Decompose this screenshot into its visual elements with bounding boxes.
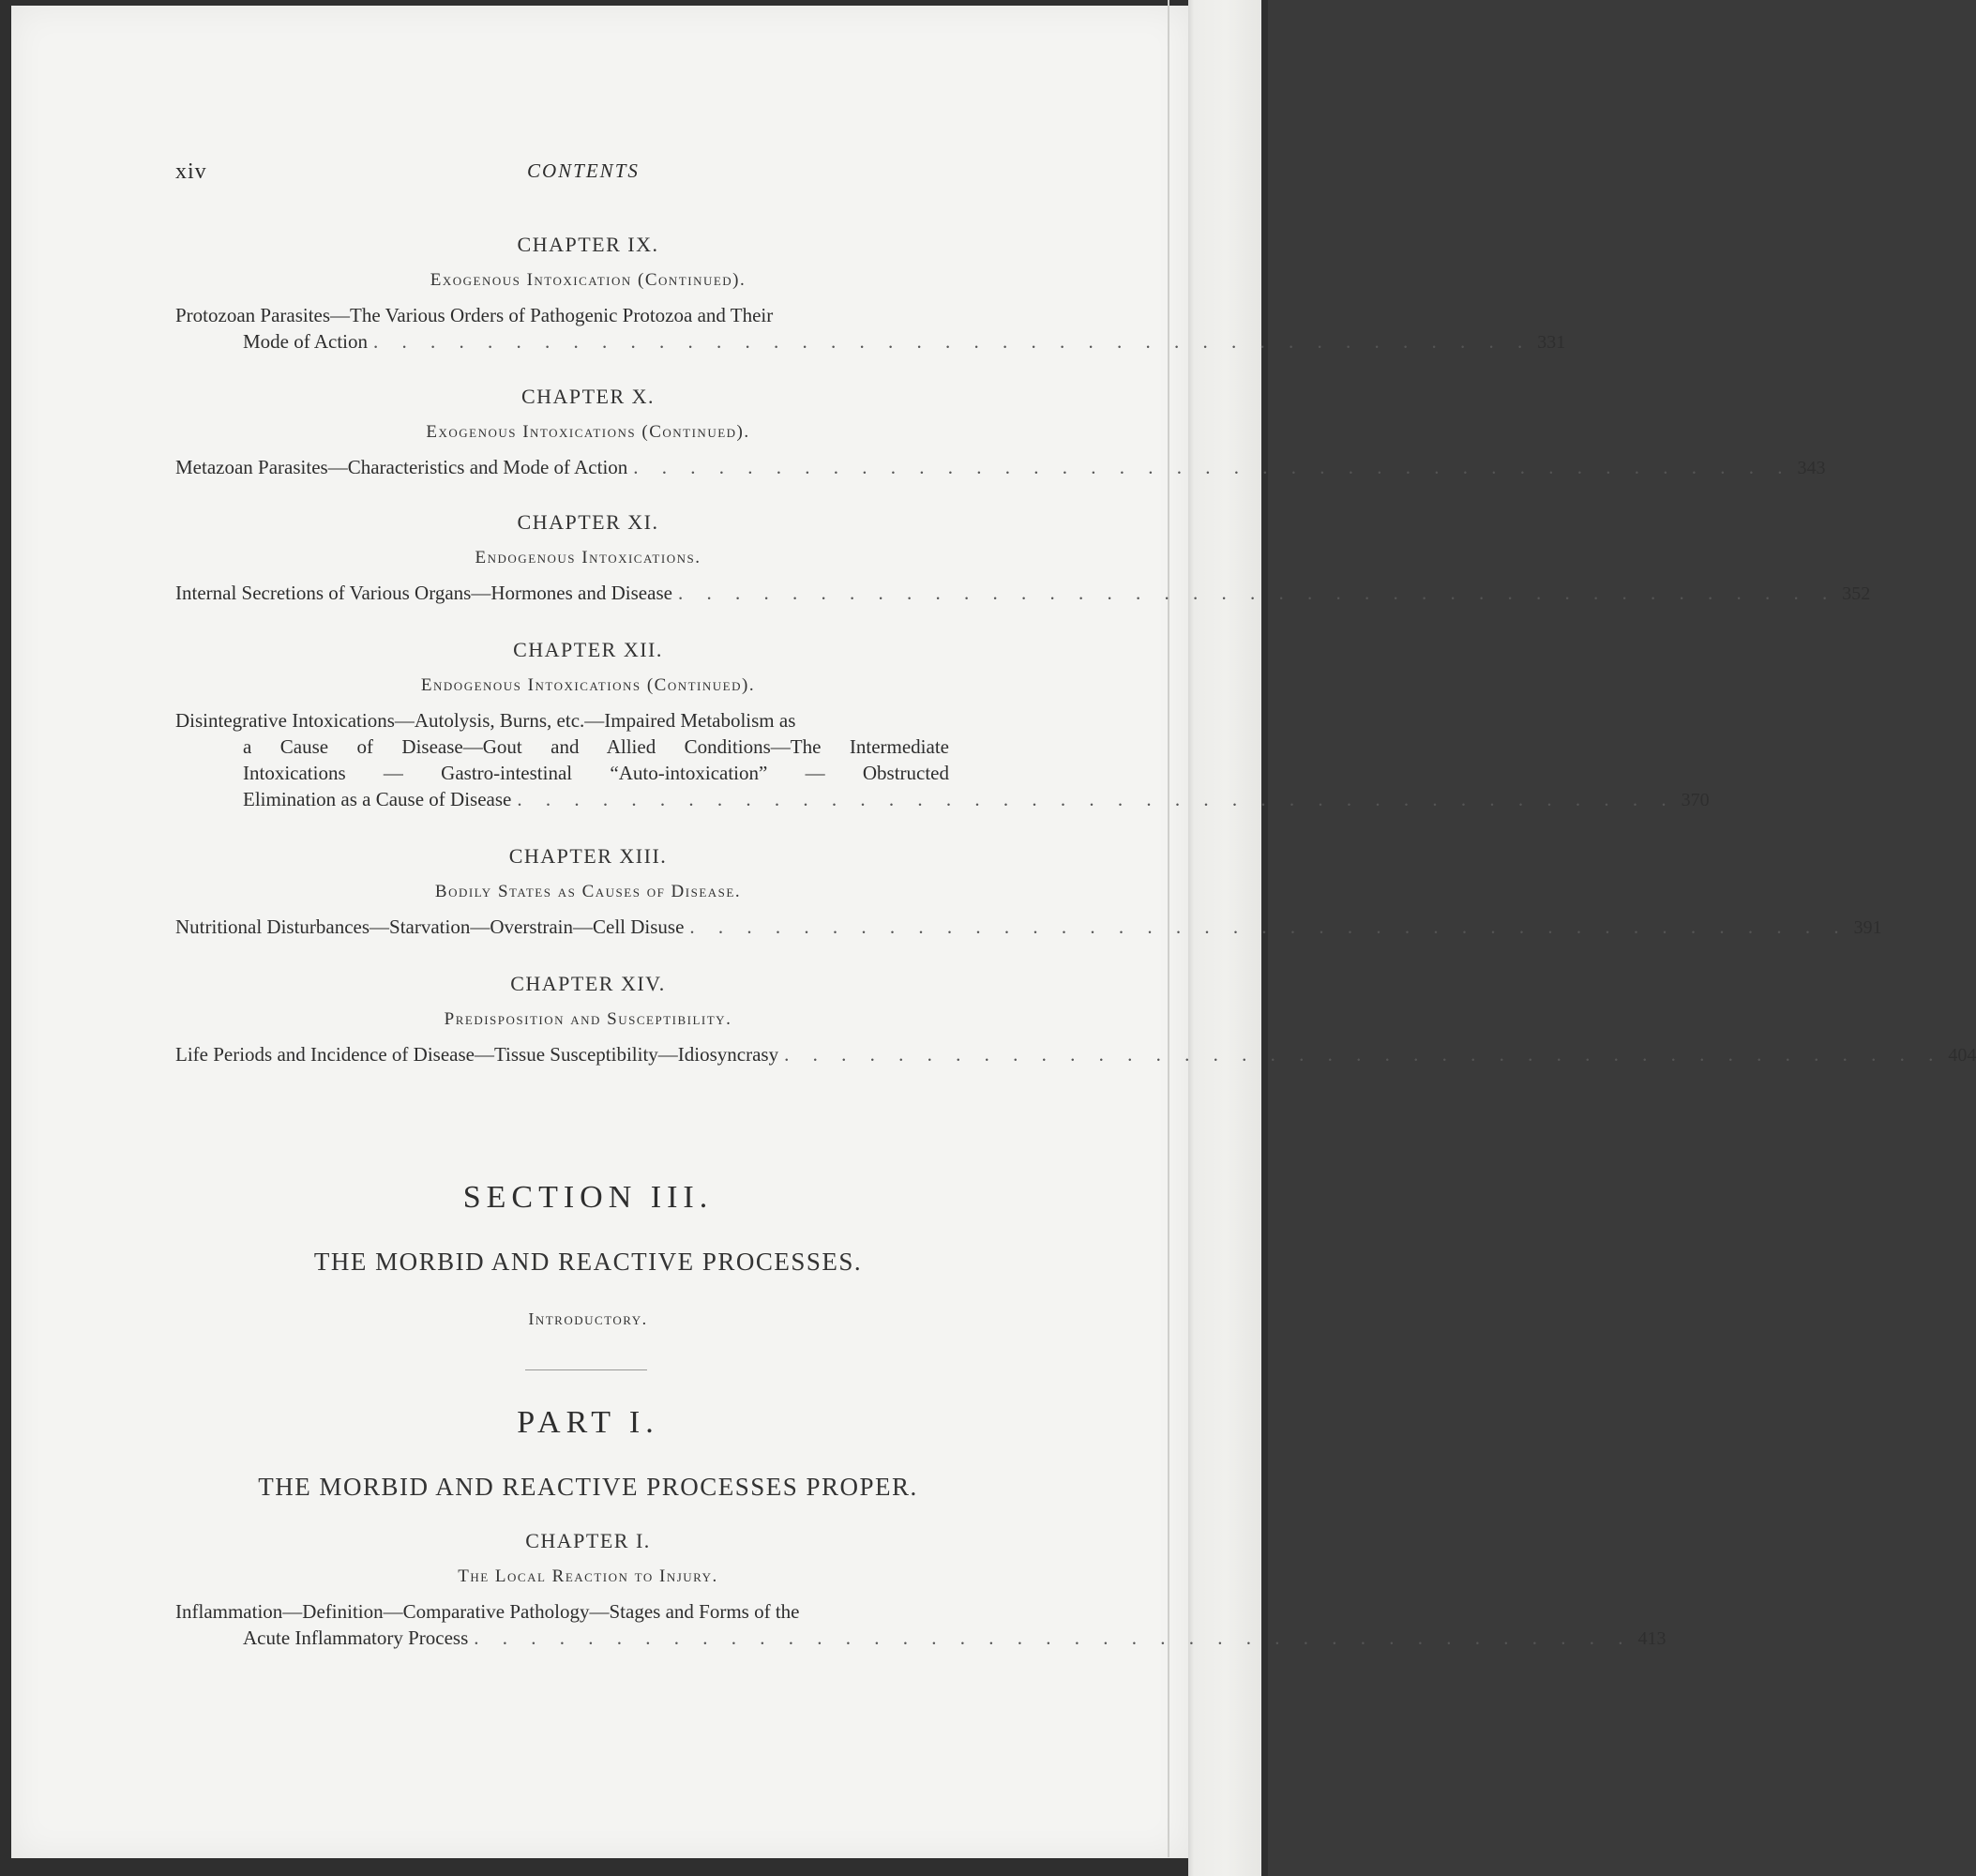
chapter-entry [175,1529,1667,1652]
chapter-title: CHAPTER X. [520,385,656,408]
chapter-description [175,454,1826,481]
page-reference: 343 [1797,458,1826,478]
entry-line: Disintegrative Intoxications—Autolysis, Burns, etc.—Impaired Metabolism as [175,709,796,732]
chapter-description [175,707,1710,813]
leader-dots: . . . . . . . . . . . . . . . . . . . . . . . . . . . . . . . . . . . . . . . . . [474,1626,1633,1649]
entry-line-last [175,580,1871,607]
chapter-title: CHAPTER IX. [517,233,659,256]
page-number: xiv [175,159,207,184]
entry-text: Metazoan Parasites—Characteristics and Mode of Action [175,456,628,478]
chapter-description [175,1598,1667,1652]
chapter-title: CHAPTER XIII. [508,844,668,868]
chapter-description [175,1041,1976,1068]
section-intro: Introductory. [528,1309,648,1328]
entry-line-last [175,328,1566,356]
page-reference: 413 [1637,1628,1667,1649]
entry-text: Acute Inflammatory Process [243,1626,469,1649]
section-subtitle: THE MORBID AND REACTIVE PROCESSES. [313,1248,863,1276]
entry-line-last [175,1625,1667,1652]
chapter-subtitle: Endogenous Intoxications (Continued). [420,675,756,695]
entry-line: Intoxications — Gastro-intestinal “Auto-intoxication” — Obstructed [243,762,949,784]
entry-text: Mode of Action [243,330,368,353]
leader-dots: . . . . . . . . . . . . . . . . . . . . . . . . . . . . . . . . . . . . . . . . . [677,582,1837,604]
page-reference: 370 [1681,790,1710,810]
chapter-title: CHAPTER XII. [513,638,663,661]
chapter-entry [175,385,1826,481]
chapter-subtitle: Bodily States as Causes of Disease. [434,882,742,901]
chapter-subtitle: Endogenous Intoxications. [475,548,701,567]
entry-line: Protozoan Parasites—The Various Orders of Pathogenic Protozoa and Their [175,304,774,326]
chapter-subtitle: The Local Reaction to Injury. [458,1566,718,1586]
entry-line: Inflammation—Definition—Comparative Pathology—Stages and Forms of the [175,1600,800,1623]
running-head: CONTENTS [527,159,640,182]
chapter-entry [175,233,1566,356]
entry-line-last [175,914,1882,941]
leader-dots: . . . . . . . . . . . . . . . . . . . . . . . . . . . . . . . . . . . . . . . . . [784,1043,1943,1066]
page-reference: 352 [1842,583,1871,604]
chapter-title: CHAPTER XIV. [510,972,666,995]
page-reference: 404 [1948,1045,1976,1066]
chapter-entry [175,638,1710,813]
leader-dots: . . . . . . . . . . . . . . . . . . . . . . . . . . . . . . . . . . . . . . . . . [633,456,1792,478]
chapter-subtitle: Exogenous Intoxication (Continued). [430,270,747,290]
chapter-description [175,914,1882,941]
chapter-title: CHAPTER I. [525,1529,651,1552]
chapter-entry [175,510,1871,607]
leader-dots: . . . . . . . . . . . . . . . . . . . . . . . . . . . . . . . . . . . . . . . . . [517,788,1676,810]
leader-dots: . . . . . . . . . . . . . . . . . . . . . . . . . . . . . . . . . . . . . . . . . [372,330,1532,353]
section-title: SECTION III. [462,1180,714,1215]
page-reference: 331 [1537,332,1566,353]
divider-rule [525,1369,647,1370]
entry-line: a Cause of Disease—Gout and Allied Conditions—The Intermediate [243,735,949,758]
chapter-entry [175,844,1882,941]
chapter-title: CHAPTER XI. [517,510,659,534]
entry-line-last [175,1041,1976,1068]
entry-text: Life Periods and Incidence of Disease—Tissue Susceptibility—Idiosyncrasy [175,1043,779,1066]
chapter-description [175,580,1871,607]
leader-dots: . . . . . . . . . . . . . . . . . . . . . . . . . . . . . . . . . . . . . . . . . [689,915,1848,938]
chapter-description [175,302,1566,356]
entry-text: Elimination as a Cause of Disease [243,788,512,810]
page-header [175,159,1001,188]
chapter-entry [175,972,1976,1068]
chapter-subtitle: Exogenous Intoxications (Continued). [426,422,750,442]
entry-text: Nutritional Disturbances—Starvation—Overstrain—Cell Disuse [175,915,685,938]
entry-line-last [175,454,1826,481]
entry-line-last [175,786,1710,813]
page-reference: 391 [1853,917,1882,938]
chapter-subtitle: Predisposition and Susceptibility. [444,1009,732,1029]
part-title: PART I. [517,1405,659,1440]
part-subtitle: THE MORBID AND REACTIVE PROCESSES PROPER. [258,1473,918,1501]
entry-text: Internal Secretions of Various Organs—Hormones and Disease [175,582,672,604]
